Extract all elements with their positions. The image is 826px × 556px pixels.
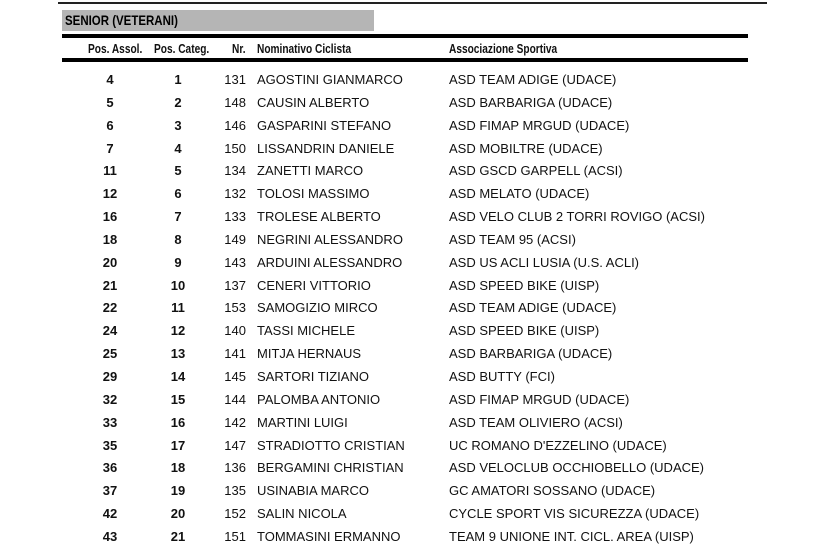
cell-pos-categ: 11 — [171, 300, 185, 316]
cell-pos-assol: 5 — [106, 94, 114, 110]
results-table — [0, 69, 826, 549]
cell-pos-assol: 12 — [102, 186, 118, 202]
top-rule — [58, 2, 767, 4]
cell-nr: 132 — [224, 186, 246, 202]
cell-associazione: ASD VELOCLUB OCCHIOBELLO (UDACE) — [449, 460, 705, 476]
table-row — [0, 115, 826, 138]
cell-associazione: ASD SPEED BIKE (UISP) — [449, 323, 600, 339]
cell-pos-assol: 33 — [102, 414, 118, 430]
cell-nominativo: MITJA HERNAUS — [257, 346, 362, 362]
cell-pos-categ: 7 — [174, 209, 182, 225]
cell-nr: 133 — [224, 209, 246, 225]
cell-pos-categ: 4 — [174, 140, 182, 156]
table-row — [0, 366, 826, 389]
cell-nominativo: NEGRINI ALESSANDRO — [257, 231, 403, 247]
cell-pos-assol: 43 — [102, 528, 118, 544]
cell-nominativo: AGOSTINI GIANMARCO — [257, 72, 403, 87]
table-row — [0, 138, 826, 161]
column-header-associazione: Associazione Sportiva — [449, 41, 558, 56]
cell-pos-assol: 42 — [102, 506, 118, 522]
cell-pos-assol: 7 — [106, 140, 114, 156]
cell-pos-categ: 19 — [170, 483, 186, 499]
column-header-pos-categ: Pos. Categ. — [154, 41, 210, 56]
table-row — [0, 69, 826, 92]
cell-nominativo: PALOMBA ANTONIO — [257, 391, 381, 407]
cell-associazione: GC AMATORI SOSSANO (UDACE) — [449, 483, 656, 499]
cell-pos-categ: 18 — [170, 460, 186, 476]
table-row — [0, 229, 826, 252]
cell-pos-assol: 18 — [102, 231, 118, 247]
cell-pos-assol: 11 — [103, 163, 117, 179]
cell-nr: 141 — [224, 346, 246, 362]
table-row — [0, 526, 826, 549]
cell-associazione: ASD VELO CLUB 2 TORRI ROVIGO (ACSI) — [449, 209, 705, 225]
cell-pos-categ: 13 — [170, 346, 186, 362]
cell-pos-assol: 37 — [102, 483, 118, 499]
table-row — [0, 320, 826, 343]
cell-pos-assol: 25 — [102, 346, 118, 362]
cell-associazione: ASD TEAM ADIGE (UDACE) — [449, 300, 617, 316]
column-header-nr: Nr. — [232, 41, 246, 56]
table-row — [0, 297, 826, 320]
cell-associazione: ASD MOBILTRE (UDACE) — [449, 140, 603, 156]
column-header-nominativo: Nominativo Ciclista — [257, 41, 352, 56]
cell-pos-assol: 4 — [106, 72, 114, 87]
cell-associazione: CYCLE SPORT VIS SICUREZZA (UDACE) — [449, 506, 700, 522]
cell-associazione: ASD FIMAP MRGUD (UDACE) — [449, 391, 630, 407]
cell-associazione: ASD US ACLI LUSIA (U.S. ACLI) — [449, 254, 640, 270]
cell-nr: 136 — [224, 460, 246, 476]
cell-associazione: ASD BUTTY (FCI) — [449, 368, 555, 384]
cell-associazione: ASD TEAM OLIVIERO (ACSI) — [449, 414, 623, 430]
cell-pos-categ: 8 — [174, 231, 182, 247]
cell-associazione: ASD FIMAP MRGUD (UDACE) — [449, 117, 630, 133]
cell-nominativo: TASSI MICHELE — [257, 323, 356, 339]
table-row — [0, 183, 826, 206]
cell-nominativo: TOLOSI MASSIMO — [257, 186, 370, 202]
cell-nr: 137 — [224, 277, 246, 293]
cell-pos-categ: 1 — [174, 72, 182, 87]
cell-pos-categ: 20 — [170, 506, 186, 522]
cell-nominativo: GASPARINI STEFANO — [257, 117, 392, 133]
table-row — [0, 343, 826, 366]
cell-nominativo: MARTINI LUIGI — [257, 414, 348, 430]
cell-nr: 147 — [224, 437, 246, 453]
cell-nominativo: ARDUINI ALESSANDRO — [257, 254, 403, 270]
cell-nominativo: SARTORI TIZIANO — [257, 368, 369, 384]
cell-nominativo: SALIN NICOLA — [257, 506, 347, 522]
cell-nr: 134 — [224, 163, 246, 179]
cell-associazione: TEAM 9 UNIONE INT. CICL. AREA (UISP) — [449, 528, 694, 544]
table-row — [0, 389, 826, 412]
cell-nominativo: BERGAMINI CHRISTIAN — [257, 460, 404, 476]
cell-associazione: ASD GSCD GARPELL (ACSI) — [449, 163, 623, 179]
cell-pos-categ: 5 — [174, 163, 182, 179]
cell-associazione: ASD BARBARIGA (UDACE) — [449, 346, 613, 362]
column-header-pos-assol: Pos. Assol. — [88, 41, 143, 56]
cell-pos-categ: 3 — [174, 117, 182, 133]
cell-pos-categ: 15 — [170, 391, 186, 407]
cell-pos-categ: 17 — [170, 437, 186, 453]
cell-nominativo: USINABIA MARCO — [257, 483, 369, 499]
cell-pos-assol: 36 — [102, 460, 118, 476]
cell-nr: 151 — [224, 528, 246, 544]
cell-nr: 152 — [224, 506, 246, 522]
cell-pos-assol: 20 — [102, 254, 118, 270]
cell-nr: 144 — [224, 391, 246, 407]
cell-nr: 135 — [224, 483, 246, 499]
cell-associazione: ASD TEAM ADIGE (UDACE) — [449, 72, 617, 87]
table-row — [0, 457, 826, 480]
cell-nominativo: CAUSIN ALBERTO — [257, 94, 370, 110]
cell-pos-assol: 24 — [102, 323, 118, 339]
cell-pos-categ: 21 — [170, 528, 186, 544]
cell-nominativo: LISSANDRIN DANIELE — [257, 140, 395, 156]
cell-associazione: UC ROMANO D'EZZELINO (UDACE) — [449, 437, 667, 453]
cell-pos-categ: 9 — [174, 254, 182, 270]
cell-pos-assol: 6 — [106, 117, 114, 133]
cell-nr: 148 — [224, 94, 246, 110]
cell-nominativo: STRADIOTTO CRISTIAN — [257, 437, 405, 453]
table-row — [0, 503, 826, 526]
table-row — [0, 252, 826, 275]
cell-nominativo: SAMOGIZIO MIRCO — [257, 300, 378, 316]
table-row — [0, 206, 826, 229]
section-band — [62, 10, 374, 31]
cell-nr: 149 — [224, 231, 246, 247]
cell-pos-categ: 12 — [170, 323, 186, 339]
cell-nr: 150 — [224, 140, 246, 156]
cell-pos-assol: 32 — [102, 391, 118, 407]
cell-nr: 153 — [224, 300, 246, 316]
table-row — [0, 412, 826, 435]
cell-pos-categ: 14 — [170, 368, 186, 384]
cell-associazione: ASD BARBARIGA (UDACE) — [449, 94, 613, 110]
cell-pos-categ: 10 — [170, 277, 186, 293]
cell-associazione: ASD MELATO (UDACE) — [449, 186, 590, 202]
cell-pos-assol: 35 — [102, 437, 118, 453]
table-row — [0, 480, 826, 503]
cell-nominativo: TROLESE ALBERTO — [257, 209, 381, 225]
cell-associazione: ASD TEAM 95 (ACSI) — [449, 231, 576, 247]
cell-nr: 145 — [224, 368, 246, 384]
cell-pos-assol: 29 — [102, 368, 118, 384]
cell-nominativo: ZANETTI MARCO — [257, 163, 364, 179]
cell-nr: 146 — [224, 117, 246, 133]
cell-nominativo: TOMMASINI ERMANNO — [257, 528, 401, 544]
cell-pos-categ: 2 — [174, 94, 182, 110]
table-row — [0, 160, 826, 183]
cell-associazione: ASD SPEED BIKE (UISP) — [449, 277, 600, 293]
cell-nr: 140 — [224, 323, 246, 339]
table-row — [0, 275, 826, 298]
header-rule-top — [62, 34, 748, 38]
cell-nr: 142 — [224, 414, 246, 430]
cell-pos-assol: 16 — [102, 209, 118, 225]
table-row — [0, 435, 826, 458]
table-row — [0, 92, 826, 115]
cell-pos-categ: 6 — [174, 186, 182, 202]
section-title: SENIOR (VETERANI) — [65, 12, 178, 28]
cell-nr: 143 — [224, 254, 246, 270]
header-rule-bottom — [62, 58, 748, 62]
cell-pos-assol: 21 — [102, 277, 118, 293]
cell-nr: 131 — [224, 72, 246, 87]
cell-pos-categ: 16 — [170, 414, 186, 430]
cell-nominativo: CENERI VITTORIO — [257, 277, 371, 293]
cell-pos-assol: 22 — [102, 300, 118, 316]
